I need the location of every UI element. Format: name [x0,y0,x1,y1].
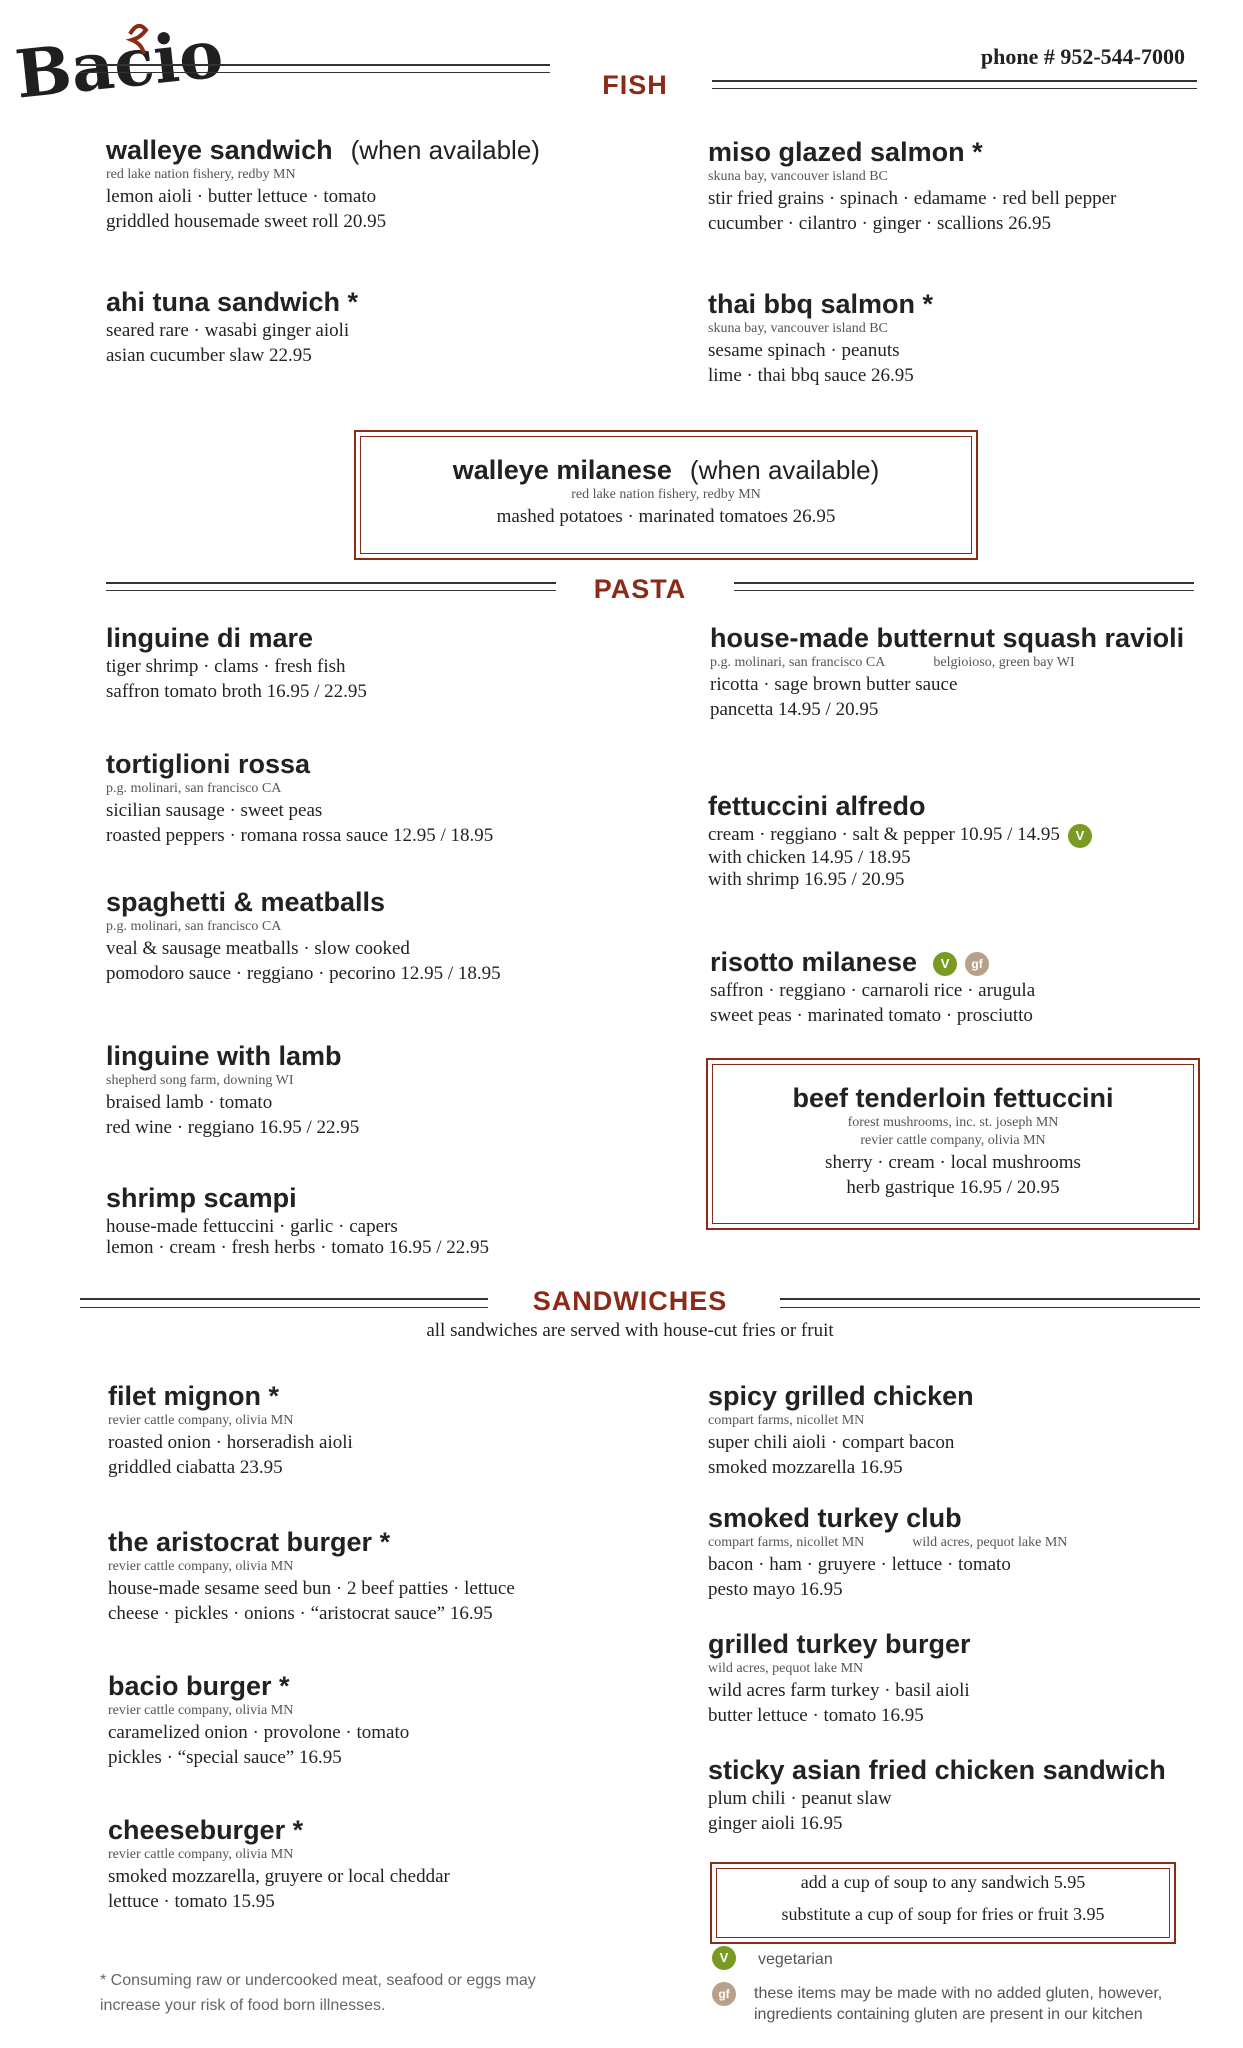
vegetarian-badge-icon: V [1068,824,1092,848]
item-description: sherry · cream · local mushrooms [825,1152,1081,1173]
item-description: pesto mayo 16.95 [708,1579,843,1600]
item-description: cheese · pickles · onions · “aristocrat sauce” 16.95 [108,1603,493,1624]
menu-item-miso-glazed-salmon [708,136,1116,236]
gluten-free-legend-text: these items may be made with no added gluten, however, ingredients containing gluten are present in our kitchen [754,1985,1163,2023]
item-description: cucumber · cilantro · ginger · scallions 26.95 [708,213,1051,234]
menu-item-risotto-milanese [710,946,1035,1028]
menu-item-grilled-turkey-burger [708,1628,971,1728]
item-name: sticky asian fried chicken sandwich [708,1755,1166,1785]
item-description: bacon · ham · gruyere · lettuce · tomato [708,1554,1011,1575]
item-description: plum chili · peanut slaw [708,1788,892,1809]
item-description: pickles · “special sauce” 16.95 [108,1747,342,1768]
item-description: lemon · cream · fresh herbs · tomato 16.95 / 22.95 [106,1237,490,1258]
item-name: filet mignon * [108,1381,279,1411]
item-source: skuna bay, vancouver island BC [708,169,888,184]
menu-item-beef-tenderloin-fettuccini [706,1082,1200,1200]
item-source: skuna bay, vancouver island BC [708,321,888,336]
menu-item-filet-mignon [108,1380,353,1480]
item-name: tortiglioni rossa [106,749,311,779]
item-name: fettuccini alfredo [708,791,926,821]
item-description: super chili aioli · compart bacon [708,1432,955,1453]
item-note: (when available) [689,455,880,485]
item-name: the aristocrat burger * [108,1527,391,1557]
item-description: mashed potatoes · marinated tomatoes 26.95 [496,506,836,527]
item-description: tiger shrimp · clams · fresh fish [106,656,346,677]
item-description: sicilian sausage · sweet peas [106,800,323,821]
menu-item-bacio-burger [108,1670,409,1770]
item-description: lime · thai bbq sauce 26.95 [708,365,914,386]
item-name: shrimp scampi [106,1183,297,1213]
bacio-logo [11,14,227,114]
menu-item-linguine-di-mare [106,622,367,704]
item-source: wild acres, pequot lake MN [708,1661,864,1676]
vegetarian-badge-icon: V [933,952,957,976]
item-name: risotto milanese [710,947,918,977]
item-source: forest mushrooms, inc. st. joseph MN [847,1115,1059,1130]
item-description: ricotta · sage brown butter sauce [710,674,958,695]
item-description: braised lamb · tomato [106,1092,273,1113]
item-description: griddled housemade sweet roll 20.95 [106,211,387,232]
menu-item-ahi-tuna-sandwich [106,286,358,368]
item-source: shepherd song farm, downing WI [106,1073,294,1088]
item-description: roasted peppers · romana rossa sauce 12.95 / 18.95 [106,825,494,846]
item-description: roasted onion · horseradish aioli [108,1432,353,1453]
menu-item-walleye-milanese [354,454,978,529]
item-description: herb gastrique 16.95 / 20.95 [846,1177,1060,1198]
svg-text:Bacio: Bacio [11,14,227,114]
menu-item-walleye-sandwich [106,134,540,234]
item-source: compart farms, nicollet MN wild acres, pequot lake MN [708,1535,1068,1550]
item-source: revier cattle company, olivia MN [860,1133,1046,1148]
menu-item-cheeseburger [108,1814,450,1914]
item-name: ahi tuna sandwich * [106,287,359,317]
item-description: lettuce · tomato 15.95 [108,1891,275,1912]
item-description: with chicken 14.95 / 18.95 [708,846,911,868]
item-name: linguine di mare [106,623,314,653]
item-description: with shrimp 16.95 / 20.95 [708,868,905,890]
item-source: red lake nation fishery, redby MN [106,167,296,182]
item-description: pomodoro sauce · reggiano · pecorino 12.95 / 18.95 [106,963,501,984]
item-note: (when available) [350,135,540,165]
soup-add-line: add a cup of soup to any sandwich 5.95 [800,1872,1086,1892]
menu-item-sticky-asian-fried-chicken [708,1754,1166,1836]
gluten-free-badge-icon: gf [965,952,989,976]
item-description: griddled ciabatta 23.95 [108,1457,283,1478]
item-description: butter lettuce · tomato 16.95 [708,1705,924,1726]
vegetarian-legend-text: vegetarian [758,1951,833,1968]
item-name: cheeseburger * [108,1815,304,1845]
item-description: pancetta 14.95 / 20.95 [710,699,879,720]
section-title-fish: FISH [602,70,668,100]
item-name: grilled turkey burger [708,1629,971,1659]
item-description: smoked mozzarella, gruyere or local cheddar [108,1866,450,1887]
item-description: red wine · reggiano 16.95 / 22.95 [106,1117,360,1138]
section-subtitle-sandwiches: all sandwiches are served with house-cut fries or fruit [426,1320,834,1341]
item-name: spicy grilled chicken [708,1381,974,1411]
item-description: ginger aioli 16.95 [708,1813,843,1834]
item-description: sesame spinach · peanuts [708,340,900,361]
item-description: house-made sesame seed bun · 2 beef patties · lettuce [108,1578,515,1599]
item-source: red lake nation fishery, redby MN [571,487,761,502]
item-source: compart farms, nicollet MN [708,1413,865,1428]
item-source: p.g. molinari, san francisco CA [106,781,282,796]
item-description: saffron · reggiano · carnaroli rice · arugula [710,980,1036,1001]
raw-food-disclaimer: * Consuming raw or undercooked meat, seafood or eggs may increase your risk of food born illnesses. [100,1972,536,2014]
item-description: saffron tomato broth 16.95 / 22.95 [106,681,367,702]
item-description: wild acres farm turkey · basil aioli [708,1680,970,1701]
item-description: smoked mozzarella 16.95 [708,1457,903,1478]
item-name: walleye sandwich [106,135,333,165]
menu-item-tortiglioni-rossa [106,748,493,848]
item-description: cream · reggiano · salt & pepper 10.95 / 14.95 [708,824,1060,845]
phone-number: phone # 952-544-7000 [980,44,1185,69]
menu-item-smoked-turkey-club [708,1502,1067,1602]
item-description: seared rare · wasabi ginger aioli [106,320,350,341]
menu-item-fettuccini-alfredo [708,790,1092,892]
item-description: sweet peas · marinated tomato · prosciutto [710,1005,1033,1026]
item-description: stir fried grains · spinach · edamame · red bell pepper [708,188,1117,209]
item-name: miso glazed salmon * [708,137,983,167]
item-name: house-made butternut squash ravioli [710,623,1185,653]
item-name: bacio burger * [108,1671,290,1701]
item-name: spaghetti & meatballs [106,887,386,917]
item-name: linguine with lamb [106,1041,342,1071]
section-title-pasta: PASTA [593,574,687,604]
menu-item-shrimp-scampi [106,1182,489,1260]
item-description: lemon aioli · butter lettuce · tomato [106,186,377,207]
menu-item-linguine-with-lamb [106,1040,359,1140]
item-source: revier cattle company, olivia MN [108,1413,294,1428]
item-name: beef tenderloin fettuccini [792,1083,1114,1113]
item-source: revier cattle company, olivia MN [108,1703,294,1718]
item-description: veal & sausage meatballs · slow cooked [106,938,410,959]
item-name: smoked turkey club [708,1503,962,1533]
item-source: revier cattle company, olivia MN [108,1559,294,1574]
item-name: thai bbq salmon * [708,289,934,319]
menu-item-spaghetti-meatballs [106,886,501,986]
item-description: caramelized onion · provolone · tomato [108,1722,410,1743]
item-description: asian cucumber slaw 22.95 [106,345,312,366]
item-source: revier cattle company, olivia MN [108,1847,294,1862]
gluten-free-legend-icon: gf [712,1982,736,2006]
menu-item-spicy-grilled-chicken [708,1380,974,1480]
vegetarian-legend-icon: V [712,1946,736,1970]
section-title-sandwiches: SANDWICHES [532,1286,728,1316]
item-description: house-made fettuccini · garlic · capers [106,1216,398,1237]
soup-substitute-line: substitute a cup of soup for fries or fruit 3.95 [781,1904,1105,1924]
menu-item-aristocrat-burger [108,1526,515,1626]
item-source: p.g. molinari, san francisco CA [106,919,282,934]
menu-item-thai-bbq-salmon [708,288,933,388]
menu-item-butternut-squash-ravioli [710,622,1184,722]
item-source: p.g. molinari, san francisco CA belgioioso, green bay WI [710,655,1075,670]
item-name: walleye milanese [452,455,672,485]
